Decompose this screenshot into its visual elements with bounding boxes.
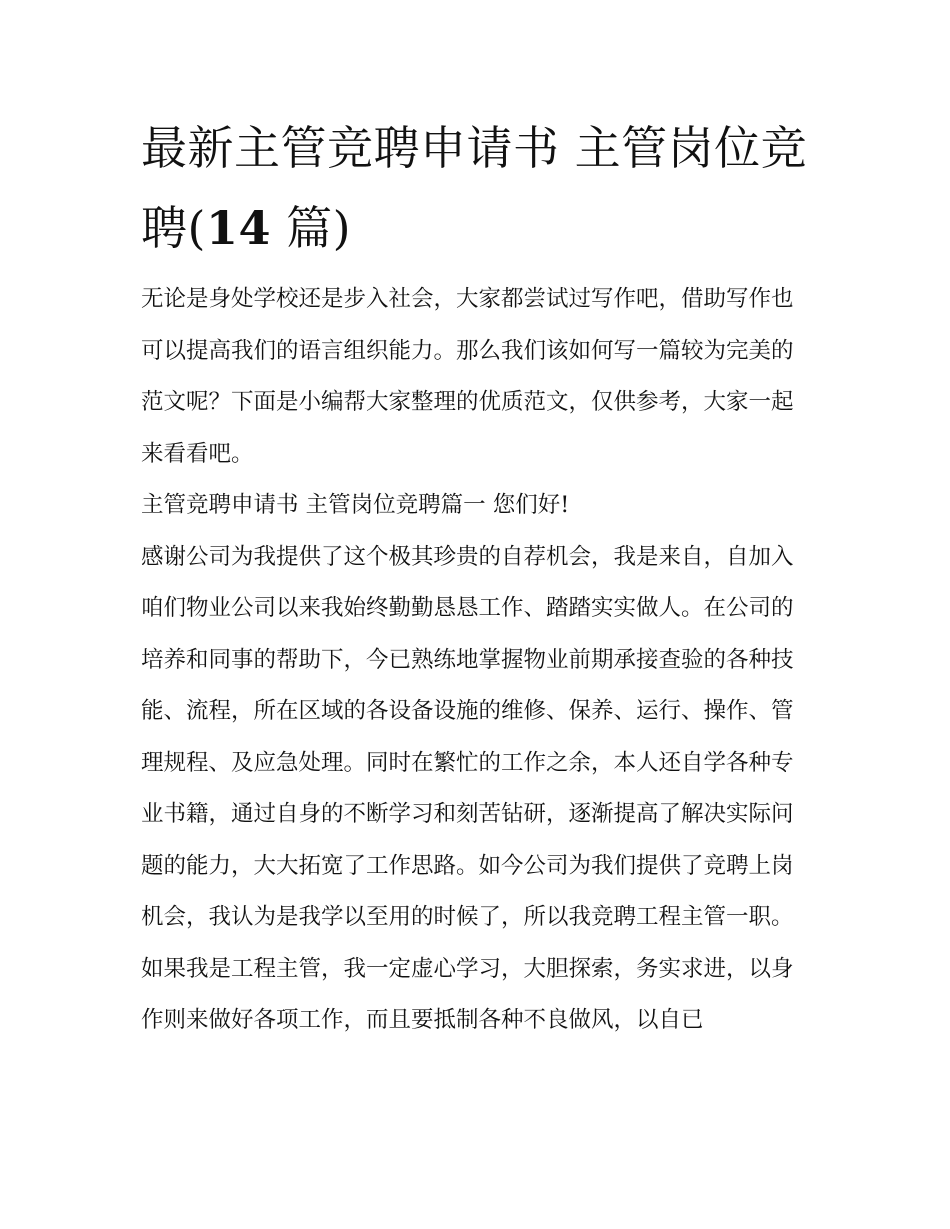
- title-text-part1: 最新主管竞聘申请书 主管岗位竞聘(: [141, 121, 808, 255]
- title-count: 14: [205, 201, 271, 255]
- title-text-part2: 篇): [270, 201, 352, 255]
- section-heading: 主管竞聘申请书 主管岗位竞聘篇一 您们好!: [141, 492, 570, 518]
- body-paragraph: 感谢公司为我提供了这个极其珍贵的自荐机会，我是来自，自加入咱们物业公司以来我始终勤勤恳恳工作、踏踏实实做人。在公司的培养和同事的帮助下，今已熟练地掌握物业前期承接查验的各种技能、流程，所在区域的各设备设施的维修、保养、运行、操作、管理规程、及应急处理。同时在繁忙的工作之余，本人还自学各种专业书籍，通过自身的不断学习和刻苦钻研，逐渐提高了解决实际问题的能力，大大拓宽了工作思路。如今公司为我们提供了竞聘上岗机会，我认为是我学以至用的时候了，所以我竞聘工程主管一职。: [141, 543, 794, 930]
- intro-paragraph: 无论是身处学校还是步入社会，大家都尝试过写作吧，借助写作也可以提高我们的语言组织能力。那么我们该如何写一篇较为完美的范文呢？下面是小编帮大家整理的优质范文，仅供参考，大家一起来看看吧。: [141, 286, 794, 467]
- document-page: [141, 108, 813, 1047]
- body-paragraph: 如果我是工程主管，我一定虚心学习，大胆探索，务实求进，以身作则来做好各项工作，而且要抵制各种不良做风，以自已: [141, 955, 794, 1033]
- document-title: [141, 108, 813, 268]
